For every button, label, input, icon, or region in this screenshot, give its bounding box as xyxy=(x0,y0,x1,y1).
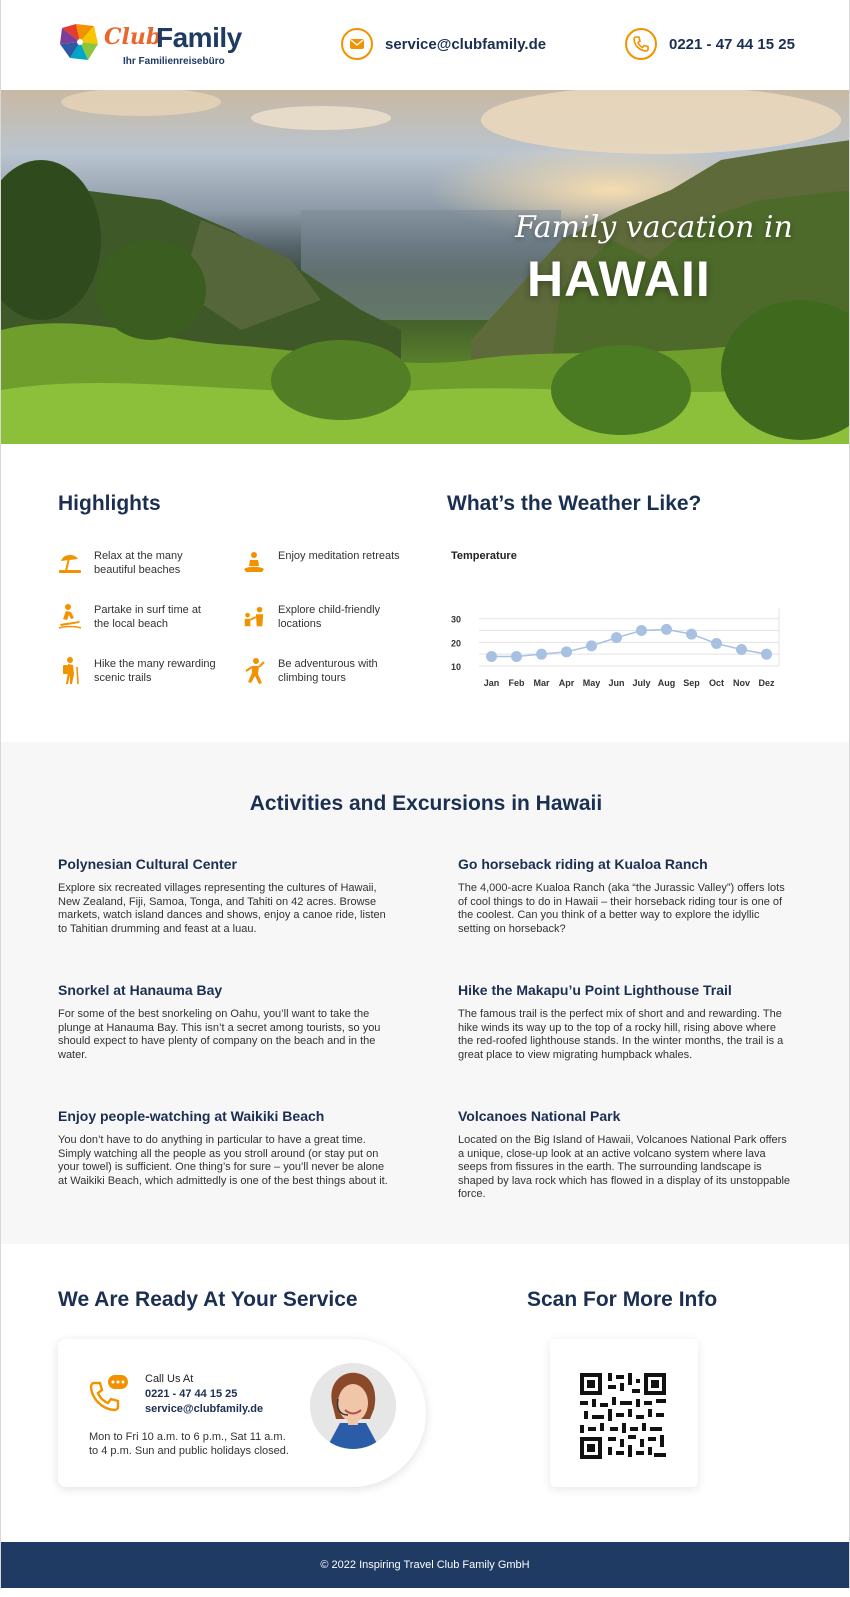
qr-code-card[interactable] xyxy=(550,1339,698,1487)
chart-x-tick-label: Mar xyxy=(533,678,550,688)
hiker-icon xyxy=(58,657,82,685)
chart-data-point xyxy=(711,638,722,649)
logo-subtitle: Ihr Familienreisebüro xyxy=(123,56,225,67)
logo-family-text: Family xyxy=(156,22,242,53)
chart-x-tick-label: May xyxy=(582,678,601,688)
chart-x-tick-label: July xyxy=(632,678,651,688)
highlight-text: Enjoy meditation retreats xyxy=(278,550,400,562)
chart-title: Temperature xyxy=(451,550,517,562)
service-heading: We Are Ready At Your Service xyxy=(58,1288,358,1311)
activity-item xyxy=(458,856,793,936)
support-agent-avatar xyxy=(310,1363,396,1449)
activity-title: Hike the Makapu’u Point Lighthouse Trail xyxy=(458,982,732,998)
chart-data-point xyxy=(536,649,547,660)
qr-code-icon xyxy=(550,1339,698,1487)
header-email[interactable] xyxy=(341,28,546,60)
activities-heading: Activities and Excursions in Hawaii xyxy=(249,792,603,815)
activity-description: You don’t have to do anything in particular to have a great time. Simply watching all the people as you stroll around (or stay put on your towel) is sufficient. One thing’s for sure – you’ll never be alone at Waikiki Beach, which admittedly is one of the best things about it. xyxy=(58,1134,388,1187)
highlight-item xyxy=(242,657,426,691)
site-footer xyxy=(1,1542,849,1588)
chart-x-tick-label: Feb xyxy=(508,678,525,688)
highlight-item xyxy=(242,549,426,583)
activity-description: The famous trail is the perfect mix of short and and rewarding. The hike winds its way up to the top of a rocky hill, rising above where the red-roofed lighthouse stands. In the winter months, the trail is a great place to view migrating humpback whales. xyxy=(458,1008,784,1061)
opening-hours: Mon to Fri 10 a.m. to 6 p.m., Sat 11 a.m. to 4 p.m. Sun and public holidays closed. xyxy=(89,1431,289,1457)
copyright-text: © 2022 Inspiring Travel Club Family GmbH xyxy=(320,1559,530,1571)
hero-landscape-image xyxy=(1,90,849,444)
highlight-item xyxy=(58,657,242,691)
highlight-text: Hike the many rewarding scenic trails xyxy=(94,658,216,684)
service-section xyxy=(1,1244,849,1542)
chart-x-tick-label: Aug xyxy=(657,678,676,688)
activity-item xyxy=(58,1108,393,1188)
chart-data-point xyxy=(736,644,747,655)
highlight-text: Relax at the many beautiful beaches xyxy=(94,550,183,576)
club-family-logo[interactable] xyxy=(58,18,248,70)
highlight-item xyxy=(58,603,242,637)
chart-data-point xyxy=(486,651,497,662)
qr-heading: Scan For More Info xyxy=(527,1288,718,1311)
temperature-chart-plot xyxy=(449,544,794,704)
contact-card xyxy=(58,1339,426,1487)
chart-data-point xyxy=(561,646,572,657)
chart-x-tick-label: Nov xyxy=(732,678,751,688)
chart-series-line xyxy=(492,629,767,656)
hero-title: HAWAII xyxy=(527,251,711,307)
activity-title: Go horseback riding at Kualoa Ranch xyxy=(458,856,708,872)
family-icon xyxy=(242,603,266,631)
activity-item xyxy=(58,982,393,1062)
meditation-icon xyxy=(242,549,266,577)
chart-x-tick-label: Jan xyxy=(483,678,500,688)
activity-description: The 4,000-acre Kualoa Ranch (aka “the Jurassic Valley”) offers lots of cool things to do in Hawaii – their horseback riding tour is one of the coolest. Can you think of a better way to explore the idyllic setting on horseback? xyxy=(458,882,785,935)
activity-description: For some of the best snorkeling on Oahu, you’ll want to take the plunge at Hanauma Bay. This isn’t a secret among tourists, so you should expect to have plenty of company on the beach and in the water. xyxy=(58,1008,381,1061)
activity-item xyxy=(58,856,393,936)
temperature-chart xyxy=(449,544,794,704)
chart-data-point xyxy=(686,629,697,640)
activity-description: Located on the Big Island of Hawaii, Volcanoes National Park offers a unique, close-up look at an active volcano system where lava seeps from fissures in the earth. The surrounding landscape is shaped by lava rock which has flowed in a display of its unstoppable force. xyxy=(458,1134,791,1201)
chart-x-tick-label: Dez xyxy=(758,678,775,688)
activity-item xyxy=(458,1108,793,1202)
highlight-text: Be adventurous with climbing tours xyxy=(278,658,378,684)
beach-umbrella-icon xyxy=(58,549,82,577)
activity-description: Explore six recreated villages representing the cultures of Hawaii, New Zealand, Fiji, Samoa, Tonga, and Tahiti on 42 acres. Browse markets, watch island dances and shows, enjoy a canoe ride, listen to Tahitian drumming and feast at a luau. xyxy=(58,882,386,935)
highlights-heading: Highlights xyxy=(58,492,161,515)
chart-data-point xyxy=(511,651,522,662)
activity-title: Polynesian Cultural Center xyxy=(58,856,237,872)
chart-data-point xyxy=(661,624,672,635)
highlights-weather-section xyxy=(1,444,849,742)
phone-icon xyxy=(625,28,657,60)
chart-data-point xyxy=(586,640,597,651)
surfer-icon xyxy=(58,603,82,631)
call-us-label: Call Us At xyxy=(145,1373,194,1385)
chart-x-tick-label: Oct xyxy=(708,678,725,688)
chart-data-point xyxy=(761,649,772,660)
highlight-text: Partake in surf time at the local beach xyxy=(94,604,201,630)
site-header xyxy=(1,0,849,90)
mail-icon xyxy=(341,28,373,60)
highlights-list xyxy=(58,549,426,691)
phone-chat-icon xyxy=(88,1373,130,1418)
hero-banner xyxy=(1,90,849,444)
hero-subtitle: Family vacation in xyxy=(515,210,793,245)
chart-x-tick-label: Jun xyxy=(608,678,625,688)
contact-email[interactable]: service@clubfamily.de xyxy=(145,1403,264,1415)
header-phone-text: 0221 - 47 44 15 25 xyxy=(669,35,795,53)
chart-data-point xyxy=(636,625,647,636)
weather-heading: What’s the Weather Like? xyxy=(447,492,702,515)
activity-title: Snorkel at Hanauma Bay xyxy=(58,982,223,998)
highlight-text: Explore child-friendly locations xyxy=(278,604,381,630)
chart-data-point xyxy=(611,632,622,643)
activity-item xyxy=(458,982,793,1062)
activity-title: Enjoy people-watching at Waikiki Beach xyxy=(58,1108,325,1124)
chart-y-tick-label: 10 xyxy=(451,662,462,672)
pinwheel-logo-icon xyxy=(58,20,102,64)
header-phone[interactable] xyxy=(625,28,795,60)
chart-y-tick-label: 30 xyxy=(451,614,462,625)
header-email-text: service@clubfamily.de xyxy=(385,35,547,53)
contact-phone[interactable]: 0221 - 47 44 15 25 xyxy=(145,1388,238,1400)
chart-y-tick-label: 20 xyxy=(451,638,462,649)
chart-x-tick-label: Apr xyxy=(558,678,575,688)
highlight-item xyxy=(242,603,426,637)
logo-club-text: Club xyxy=(104,24,162,50)
highlight-item xyxy=(58,549,242,583)
chart-x-tick-label: Sep xyxy=(683,678,700,688)
activities-section xyxy=(1,742,849,1244)
activity-title: Volcanoes National Park xyxy=(458,1108,621,1124)
climber-icon xyxy=(242,657,266,685)
